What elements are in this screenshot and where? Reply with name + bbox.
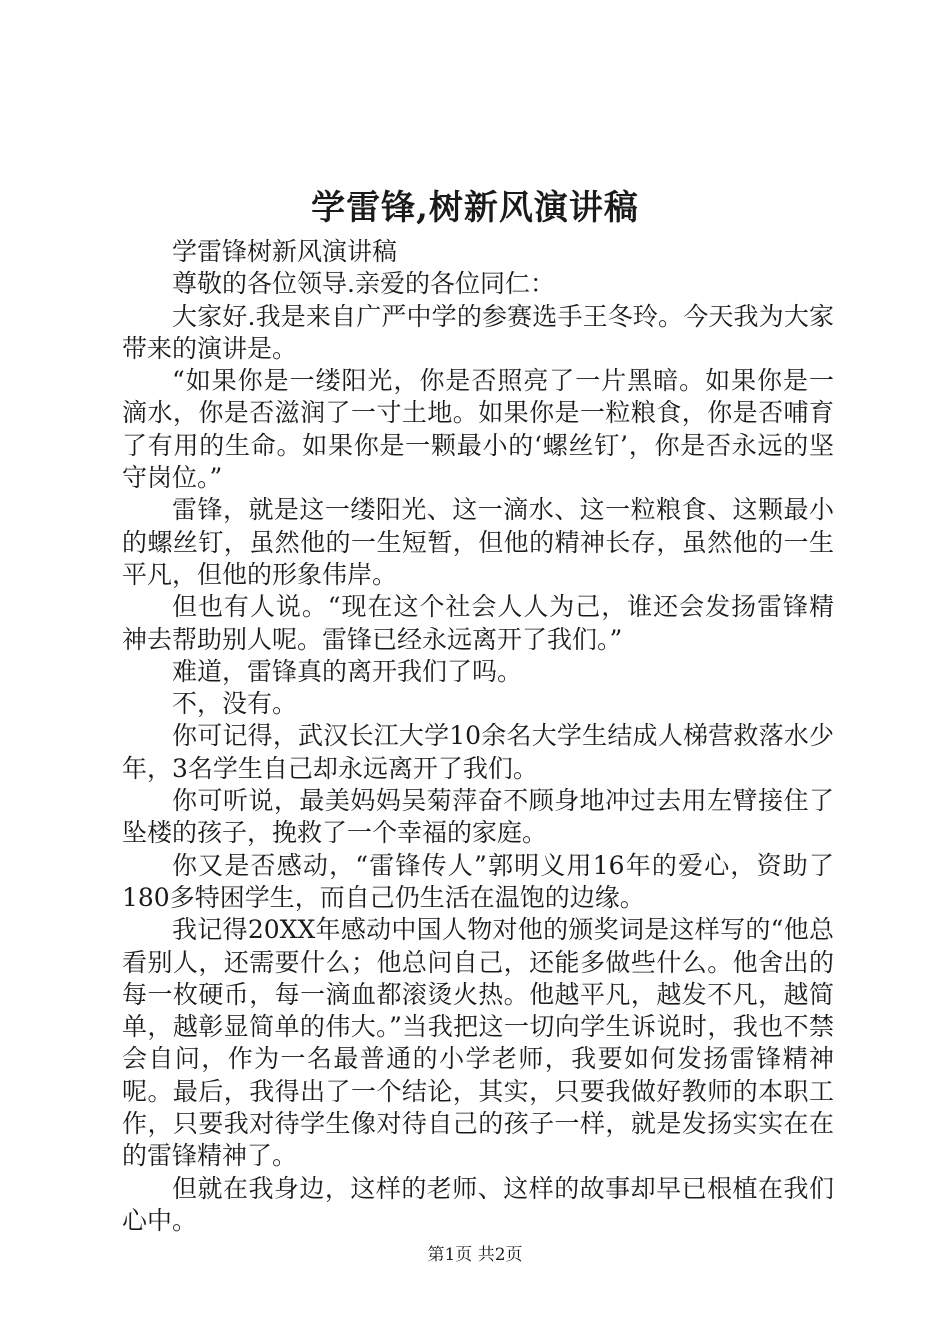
paragraph: 大家好.我是来自广严中学的参赛选手王冬玲。今天我为大家带来的演讲是。 <box>122 301 834 363</box>
paragraph: 不，没有。 <box>172 689 298 719</box>
paragraph: 你又是否感动，“雷锋传人”郭明义用16年的爱心，资助了180多特困学生，而自己仍生活在温饱的边缘。 <box>122 850 834 912</box>
paragraph: 但也有人说。“现在这个社会人人为己，谁还会发扬雷锋精神去帮助别人呢。雷锋已经永远离开了我们。” <box>122 592 834 654</box>
document-title: 学雷锋,树新风演讲稿 <box>311 188 639 228</box>
paragraph: 你可记得，武汉长江大学10余名大学生结成人梯营救落水少年，3名学生自己却永远离开了我们。 <box>122 721 834 783</box>
paragraph: 但就在我身边，这样的老师、这样的故事却早已根植在我们心中。 <box>122 1173 834 1235</box>
paragraph: 学雷锋树新风演讲稿 <box>172 237 398 266</box>
paragraph: 尊敬的各位领导.亲爱的各位同仁： <box>172 269 555 299</box>
paragraph: 你可听说，最美妈妈吴菊萍奋不顾身地冲过去用左臂接住了坠楼的孩子，挽救了一个幸福的家庭。 <box>122 786 834 848</box>
page-footer: 第1页 共2页 <box>427 1245 523 1265</box>
document-body <box>122 236 834 1237</box>
paragraph: 难道，雷锋真的离开我们了吗。 <box>172 656 523 686</box>
paragraph: “如果你是一缕阳光，你是否照亮了一片黑暗。如果你是一滴水，你是否滋润了一寸土地。如果你是一粒粮食，你是否哺育了有用的生命。如果你是一颗最小的‘螺丝钉’，你是否永远的坚守岗位。” <box>122 366 834 493</box>
paragraph: 雷锋，就是这一缕阳光、这一滴水、这一粒粮食、这颗最小的螺丝钉，虽然他的一生短暂，但他的精神长存，虽然他的一生平凡，但他的形象伟岸。 <box>122 495 834 589</box>
paragraph: 我记得20XX年感动中国人物对他的颁奖词是这样写的“他总看别人，还需要什么；他总问自己，还能多做些什么。他舍出的每一枚硬币，每一滴血都滚烫火热。他越平凡，越发不凡，越简单，越彰显简单的伟大。”当我把这一切向学生诉说时，我也不禁会自问，作为一名最普通的小学老师，我要如何发扬雷锋精神呢。最后，我得出了一个结论，其实，只要我做好教师的本职工作，只要我对待学生像对待自己的孩子一样，就是发扬实实在在的雷锋精神了。 <box>122 915 834 1171</box>
